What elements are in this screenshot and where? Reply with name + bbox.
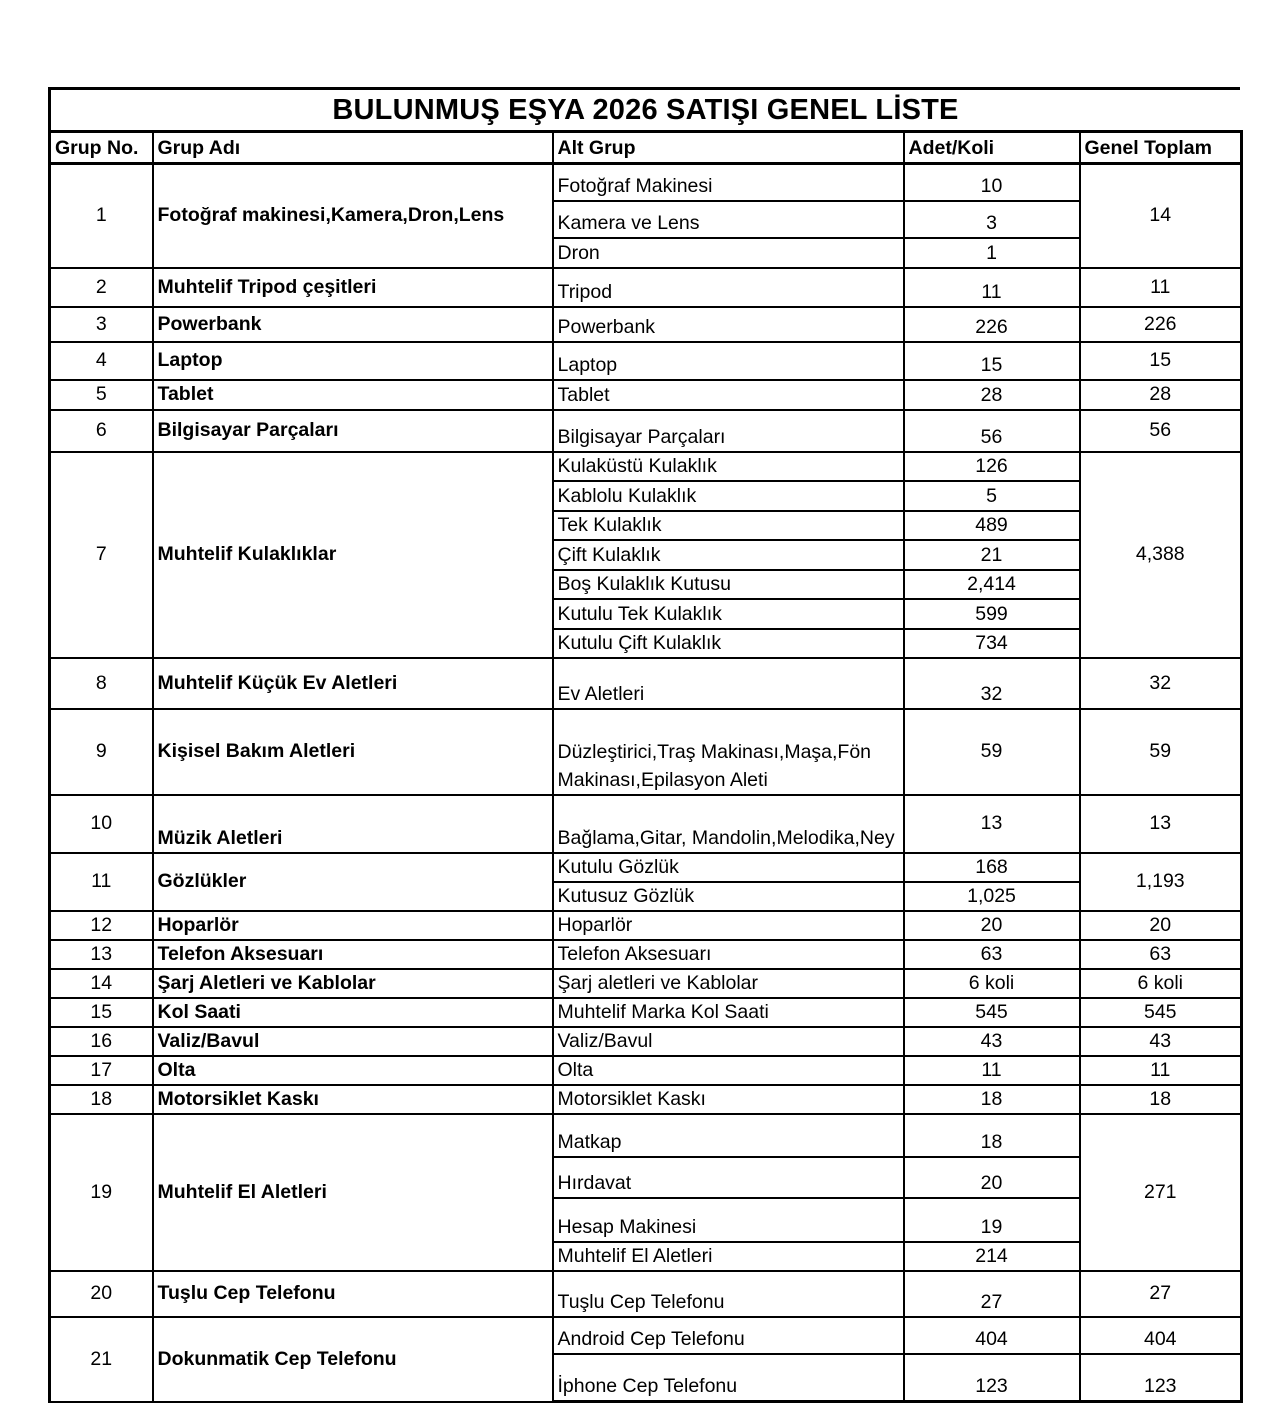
group-name: Valiz/Bavul	[153, 1027, 553, 1056]
table-row	[50, 1056, 1242, 1085]
table-row	[50, 307, 1242, 342]
sub-group: Kablolu Kulaklık	[553, 481, 904, 511]
sub-group: Fotoğraf Makinesi	[553, 164, 904, 201]
group-name: Fotoğraf makinesi,Kamera,Dron,Lens	[153, 164, 553, 268]
quantity: 404	[904, 1317, 1080, 1354]
quantity: 32	[904, 658, 1080, 709]
table-row	[50, 380, 1242, 410]
group-total: 6 koli	[1080, 969, 1242, 998]
header-row	[50, 132, 1242, 164]
sub-group: İphone Cep Telefonu	[553, 1354, 904, 1402]
quantity: 1,025	[904, 882, 1080, 911]
group-total: 11	[1080, 1056, 1242, 1085]
column-header-alt-grup: Alt Grup	[553, 132, 904, 164]
sub-group: Hesap Makinesi	[553, 1198, 904, 1242]
quantity: 5	[904, 481, 1080, 511]
table-row	[50, 940, 1242, 969]
table-row	[50, 410, 1242, 452]
group-total: 4,388	[1080, 452, 1242, 658]
sub-group: Tablet	[553, 380, 904, 410]
quantity: 126	[904, 452, 1080, 481]
quantity: 15	[904, 342, 1080, 380]
table-row	[50, 911, 1242, 940]
group-total: 1,193	[1080, 853, 1242, 911]
group-number: 3	[50, 307, 153, 342]
sub-group: Çift Kulaklık	[553, 540, 904, 570]
group-number: 13	[50, 940, 153, 969]
column-header-grup-adi: Grup Adı	[153, 132, 553, 164]
group-name: Müzik Aletleri	[153, 795, 553, 853]
column-header-grup-no: Grup No.	[50, 132, 153, 164]
group-number: 6	[50, 410, 153, 452]
sub-group: Kutulu Tek Kulaklık	[553, 599, 904, 629]
sub-group: Kutulu Çift Kulaklık	[553, 629, 904, 658]
group-total: 545	[1080, 998, 1242, 1027]
group-name: Bilgisayar Parçaları	[153, 410, 553, 452]
group-total: 18	[1080, 1085, 1242, 1114]
sub-group: Kutulu Gözlük	[553, 853, 904, 882]
sub-group: Düzleştirici,Traş Makinası,Maşa,Fön Makinası,Epilasyon Aleti	[553, 709, 904, 795]
quantity: 2,414	[904, 570, 1080, 599]
group-name: Kişisel Bakım Aletleri	[153, 709, 553, 795]
group-number: 8	[50, 658, 153, 709]
group-number: 16	[50, 1027, 153, 1056]
table-row	[50, 1317, 1242, 1354]
group-number: 20	[50, 1271, 153, 1317]
quantity: 20	[904, 911, 1080, 940]
table-row	[50, 969, 1242, 998]
group-name: Laptop	[153, 342, 553, 380]
sub-group: Dron	[553, 238, 904, 268]
quantity: 168	[904, 853, 1080, 882]
sub-group: Muhtelif El Aletleri	[553, 1242, 904, 1271]
table-row	[50, 1027, 1242, 1056]
sub-group: Tripod	[553, 268, 904, 307]
table-row	[50, 658, 1242, 709]
group-total: 11	[1080, 268, 1242, 307]
sub-group: Boş Kulaklık Kutusu	[553, 570, 904, 599]
table-row	[50, 268, 1242, 307]
quantity: 59	[904, 709, 1080, 795]
sub-group: Tek Kulaklık	[553, 511, 904, 540]
sub-group: Telefon Aksesuarı	[553, 940, 904, 969]
document-title: BULUNMUŞ EŞYA 2026 SATIŞI GENEL LİSTE	[48, 87, 1240, 130]
group-total: 56	[1080, 410, 1242, 452]
group-number: 7	[50, 452, 153, 658]
group-name: Motorsiklet Kaskı	[153, 1085, 553, 1114]
quantity: 11	[904, 1056, 1080, 1085]
group-number: 21	[50, 1317, 153, 1402]
quantity: 11	[904, 268, 1080, 307]
table-body	[50, 164, 1242, 1402]
quantity: 13	[904, 795, 1080, 853]
group-name: Olta	[153, 1056, 553, 1085]
group-total: 404	[1080, 1317, 1242, 1354]
quantity: 10	[904, 164, 1080, 201]
group-number: 17	[50, 1056, 153, 1085]
sub-group: Bağlama,Gitar, Mandolin,Melodika,Ney	[553, 795, 904, 853]
group-number: 15	[50, 998, 153, 1027]
quantity: 18	[904, 1085, 1080, 1114]
quantity: 21	[904, 540, 1080, 570]
sub-group: Muhtelif Marka Kol Saati	[553, 998, 904, 1027]
group-name: Dokunmatik Cep Telefonu	[153, 1317, 553, 1402]
group-name: Tuşlu Cep Telefonu	[153, 1271, 553, 1317]
group-total: 28	[1080, 380, 1242, 410]
group-number: 9	[50, 709, 153, 795]
group-total: 27	[1080, 1271, 1242, 1317]
table-row	[50, 452, 1242, 481]
quantity: 226	[904, 307, 1080, 342]
quantity: 6 koli	[904, 969, 1080, 998]
sub-group: Hoparlör	[553, 911, 904, 940]
quantity: 489	[904, 511, 1080, 540]
sales-table	[48, 130, 1243, 1403]
table-row	[50, 342, 1242, 380]
group-name: Telefon Aksesuarı	[153, 940, 553, 969]
group-total: 59	[1080, 709, 1242, 795]
group-total: 14	[1080, 164, 1242, 268]
sub-group: Ev Aletleri	[553, 658, 904, 709]
group-number: 1	[50, 164, 153, 268]
group-number: 11	[50, 853, 153, 911]
quantity: 18	[904, 1114, 1080, 1157]
group-total: 226	[1080, 307, 1242, 342]
column-header-adet-koli: Adet/Koli	[904, 132, 1080, 164]
sub-group: Tuşlu Cep Telefonu	[553, 1271, 904, 1317]
group-name: Hoparlör	[153, 911, 553, 940]
quantity: 28	[904, 380, 1080, 410]
group-number: 2	[50, 268, 153, 307]
sub-group: Matkap	[553, 1114, 904, 1157]
group-number: 10	[50, 795, 153, 853]
group-name: Muhtelif Kulaklıklar	[153, 452, 553, 658]
group-name: Gözlükler	[153, 853, 553, 911]
column-header-genel-toplam: Genel Toplam	[1080, 132, 1242, 164]
sub-group: Kulaküstü Kulaklık	[553, 452, 904, 481]
sub-group: Kutusuz Gözlük	[553, 882, 904, 911]
table-row	[50, 1271, 1242, 1317]
quantity: 123	[904, 1354, 1080, 1402]
group-name: Tablet	[153, 380, 553, 410]
group-number: 12	[50, 911, 153, 940]
group-name: Muhtelif El Aletleri	[153, 1114, 553, 1271]
sub-group: Şarj aletleri ve Kablolar	[553, 969, 904, 998]
sub-group: Android Cep Telefonu	[553, 1317, 904, 1354]
group-total: 32	[1080, 658, 1242, 709]
group-total: 15	[1080, 342, 1242, 380]
quantity: 734	[904, 629, 1080, 658]
group-name: Şarj Aletleri ve Kablolar	[153, 969, 553, 998]
sub-group: Kamera ve Lens	[553, 201, 904, 238]
quantity: 56	[904, 410, 1080, 452]
quantity: 214	[904, 1242, 1080, 1271]
group-total: 13	[1080, 795, 1242, 853]
group-name: Powerbank	[153, 307, 553, 342]
table-row	[50, 1085, 1242, 1114]
group-total: 43	[1080, 1027, 1242, 1056]
sub-group: Hırdavat	[553, 1157, 904, 1198]
sub-group: Olta	[553, 1056, 904, 1085]
table-row	[50, 853, 1242, 882]
quantity: 599	[904, 599, 1080, 629]
quantity: 63	[904, 940, 1080, 969]
group-number: 19	[50, 1114, 153, 1271]
group-total: 123	[1080, 1354, 1242, 1402]
group-total: 271	[1080, 1114, 1242, 1271]
quantity: 27	[904, 1271, 1080, 1317]
group-total: 20	[1080, 911, 1242, 940]
group-name: Muhtelif Küçük Ev Aletleri	[153, 658, 553, 709]
quantity: 3	[904, 201, 1080, 238]
table-row	[50, 795, 1242, 853]
sub-group: Motorsiklet Kaskı	[553, 1085, 904, 1114]
quantity: 19	[904, 1198, 1080, 1242]
sub-group: Valiz/Bavul	[553, 1027, 904, 1056]
quantity: 43	[904, 1027, 1080, 1056]
group-number: 14	[50, 969, 153, 998]
table-row	[50, 998, 1242, 1027]
group-number: 4	[50, 342, 153, 380]
group-name: Kol Saati	[153, 998, 553, 1027]
group-name: Muhtelif Tripod çeşitleri	[153, 268, 553, 307]
group-number: 5	[50, 380, 153, 410]
group-number: 18	[50, 1085, 153, 1114]
group-total: 63	[1080, 940, 1242, 969]
sub-group: Laptop	[553, 342, 904, 380]
table-row	[50, 1114, 1242, 1157]
sub-group: Powerbank	[553, 307, 904, 342]
quantity: 1	[904, 238, 1080, 268]
quantity: 545	[904, 998, 1080, 1027]
quantity: 20	[904, 1157, 1080, 1198]
sub-group: Bilgisayar Parçaları	[553, 410, 904, 452]
table-row	[50, 164, 1242, 201]
table-row	[50, 709, 1242, 795]
